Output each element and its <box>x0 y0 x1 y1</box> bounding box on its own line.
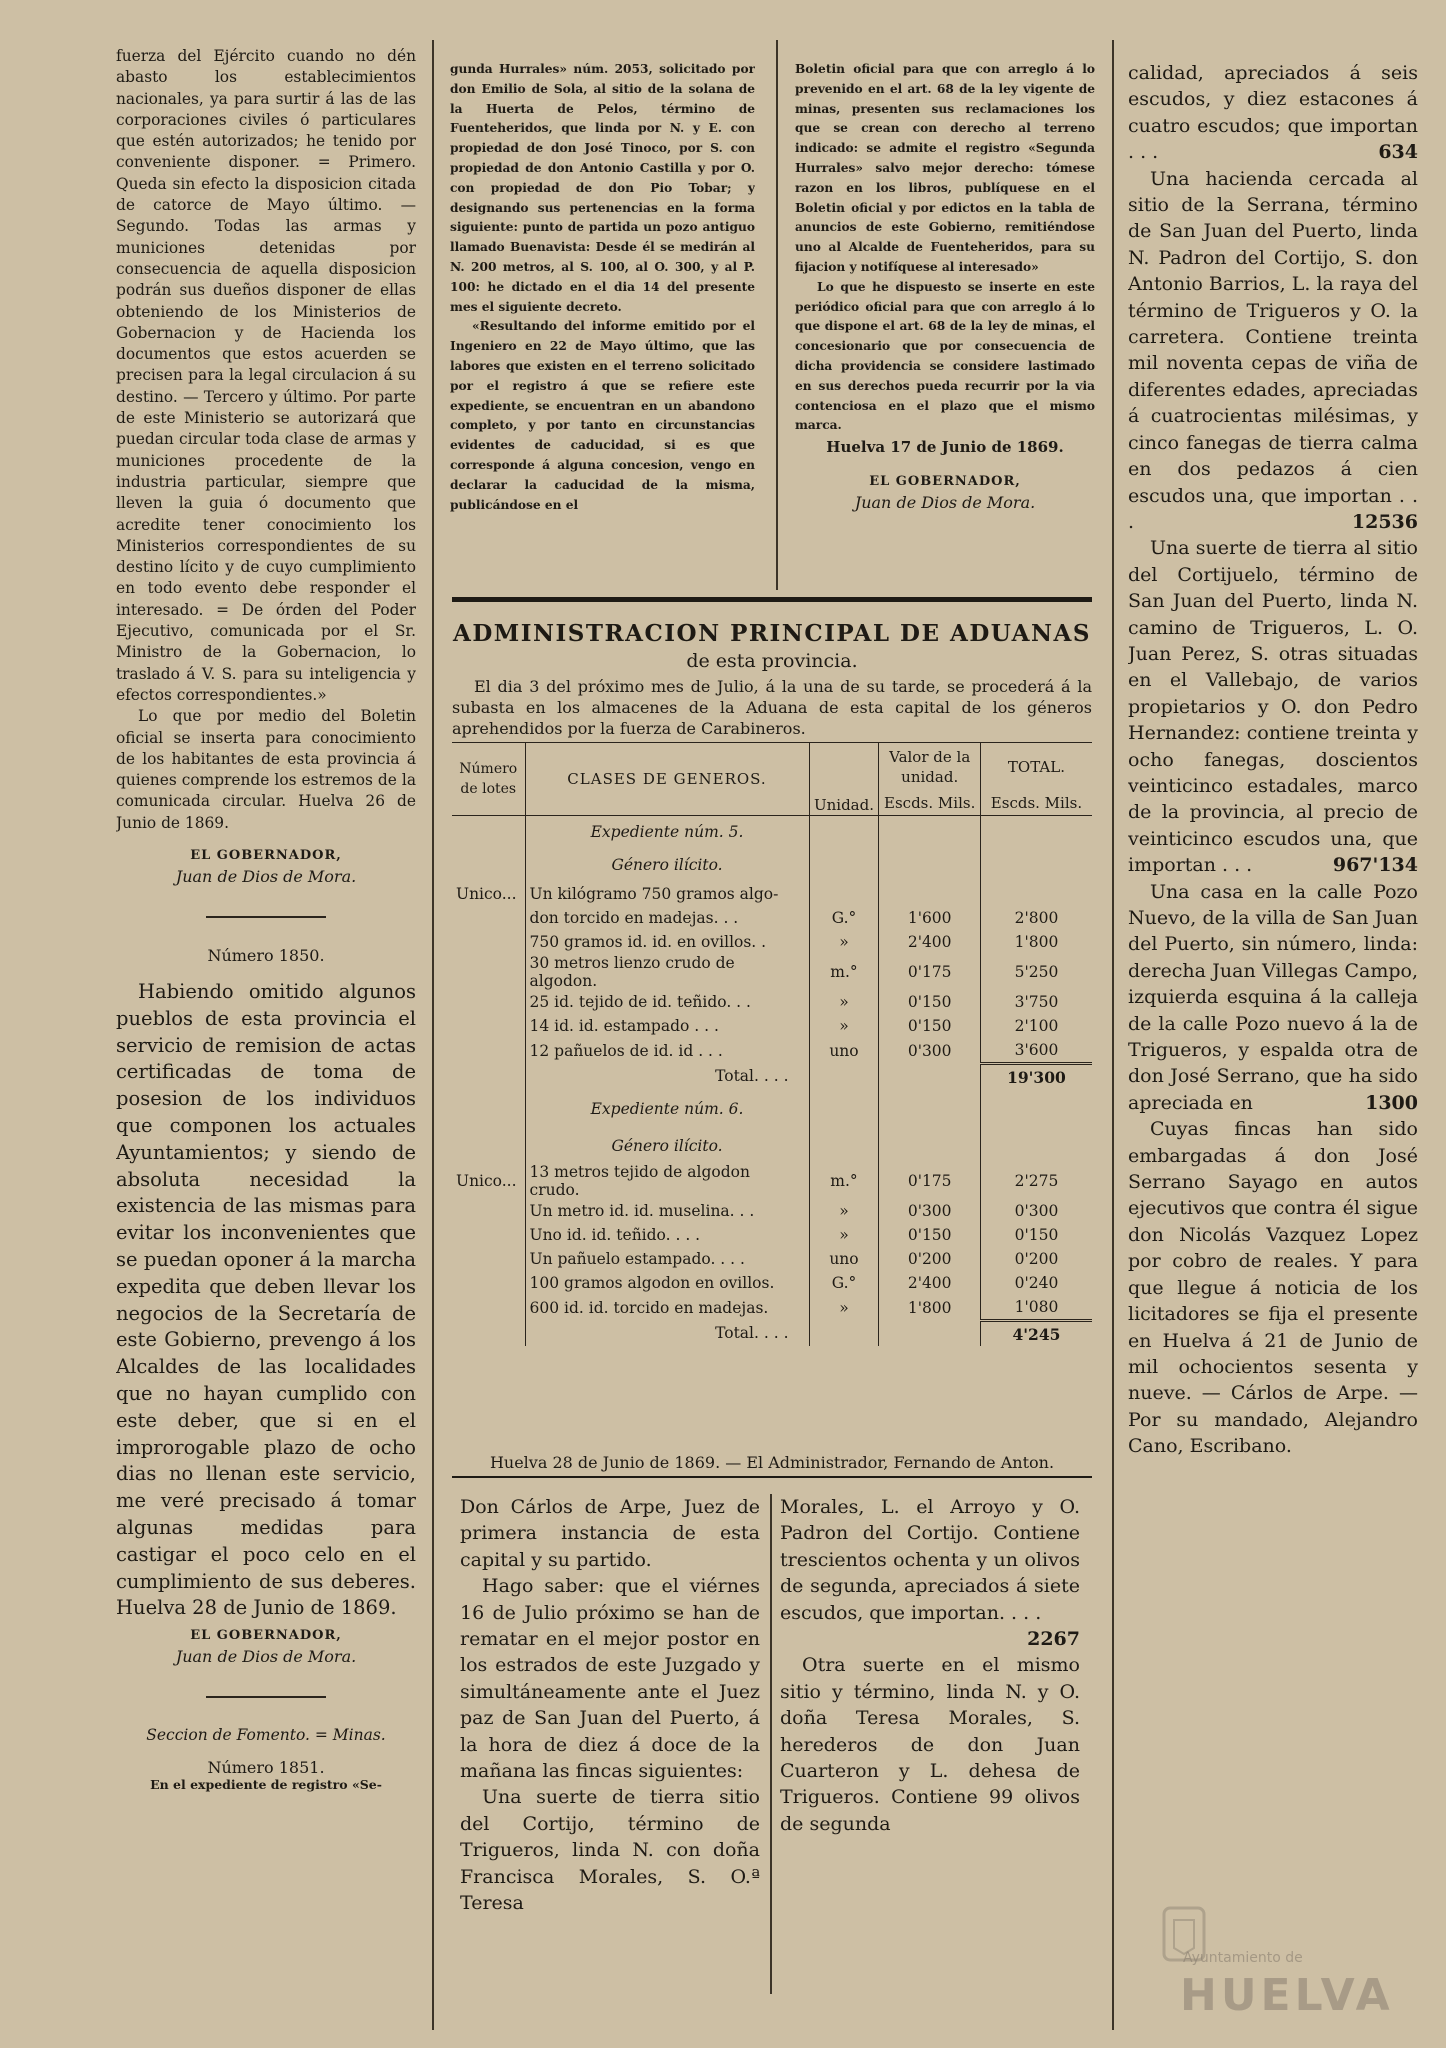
signature-name: Juan de Dios de Mora. <box>854 493 1036 513</box>
expediente-6-row <box>452 1271 1092 1295</box>
header-escudos: Escds. Mils. <box>980 791 1092 816</box>
signature-name: Juan de Dios de Mora. <box>175 1647 357 1667</box>
column-rule-2 <box>776 40 778 590</box>
col4-paragraph-4 <box>1128 879 1418 1117</box>
lot-cell: Unico... <box>456 1172 517 1190</box>
unit-value-cell: 0'150 <box>879 990 980 1014</box>
court-paragraph-2: Una suerte de tierra sitio del Cortijo, término de Trigueros, linda N. con doña Francisca Morales, S. O.ª Teresa <box>460 1786 760 1915</box>
expediente-5-row <box>452 1038 1092 1064</box>
customs-title: ADMINISTRACION PRINCIPAL DE ADUANAS <box>453 620 1091 647</box>
description-cell: 13 metros tejido de algodon crudo. <box>525 1163 809 1199</box>
section-heading: Seccion de Fomento. = Minas. <box>146 1726 386 1745</box>
unit-cell: » <box>809 930 879 954</box>
col2-paragraph-2: «Resultando del informe emitido por el Ingeniero en 22 de Mayo último, que las labores que existen en el terreno solicitado por el registro á que se refiere este expediente, se encuentran en un abandono completo, y por tanto en circunstancias evidentes de caducidad, si es que corresponde á alguna concesion, vengo en declarar la caducidad de la misma, publicándose en el <box>450 319 755 512</box>
expediente-6-row <box>452 1163 1092 1199</box>
court-notice-left <box>460 1494 760 1917</box>
header-lots: Número de lotes <box>452 743 525 816</box>
unit-value-cell: 0'300 <box>879 1038 980 1064</box>
expediente-6-title: Expediente núm. 6. <box>525 1089 809 1129</box>
unit-cell <box>809 882 879 906</box>
lot-cell <box>452 1295 525 1321</box>
unit-value-cell: 2'400 <box>879 1271 980 1295</box>
unit-value-cell: 1'600 <box>879 906 980 930</box>
description-cell: Un kilógramo 750 gramos algo- <box>525 882 809 906</box>
total-cell: 2'275 <box>980 1163 1092 1199</box>
unit-cell: G.° <box>809 1271 879 1295</box>
expediente-5-row <box>452 1014 1092 1038</box>
watermark-title: HUELVA <box>1180 1970 1394 2021</box>
lot-cell <box>452 1223 525 1247</box>
description-cell: 25 id. tejido de id. teñido. . . <box>525 990 809 1014</box>
col4-amount-4: 1300 <box>1365 1091 1418 1114</box>
notice-number: Número 1850. <box>207 945 325 965</box>
total-cell: 3'750 <box>980 990 1092 1014</box>
col4-text-2: Una hacienda cercada al sitio de la Serrana, término de San Juan del Puerto, linda N. Padron del Cortijo, S. don Antonio Barrios, L. la raya del término de Trigueros y O. la carretera. Contiene treinta mil noventa cepas de viña de diferentes edades, apreciadas á cuatrocientas milésimas, y cinco fanegas de tierra calma en dos pedazos á cien escudos una, que importan . . . <box>1128 167 1418 533</box>
total-cell <box>980 882 1092 906</box>
lot-cell: Unico... <box>456 885 517 903</box>
watermark-caption: Ayuntamiento de <box>1183 1950 1303 1966</box>
unit-cell: uno <box>809 1247 879 1271</box>
total-cell: 1'800 <box>980 930 1092 954</box>
unit-value-cell: 0'300 <box>879 1199 980 1223</box>
expediente-6-row <box>452 1247 1092 1271</box>
total-label: Total. . . . <box>525 1064 809 1090</box>
expediente-6-genre: Género ilícito. <box>525 1129 809 1163</box>
unit-cell: m.° <box>809 954 879 990</box>
unit-cell: uno <box>809 1038 879 1064</box>
description-cell: Un metro id. id. muselina. . . <box>525 1199 809 1223</box>
description-cell: 100 gramos algodon en ovillos. <box>525 1271 809 1295</box>
unit-value-cell: 2'400 <box>879 930 980 954</box>
header-unit-value: Valor de la unidad. <box>879 743 980 792</box>
unit-value-cell <box>879 882 980 906</box>
total-label: Total. . . . <box>525 1321 809 1347</box>
expediente-6-row <box>452 1223 1092 1247</box>
court-header: Don Cárlos de Arpe, Juez de primera instancia de esta capital y su partido. <box>460 1496 760 1571</box>
total-cell: 1'080 <box>980 1295 1092 1321</box>
description-cell: 750 gramos id. id. en ovillos. . <box>525 930 809 954</box>
col2-paragraph-1: gunda Hurrales» núm. 2053, solicitado por don Emilio de Sola, al sitio de la solana de la Huerta de Pelos, término de Fuenteheridos, que linda por N. y E. con propiedad de don José Tinoco, por S. con propiedad de don Antonio Castilla y por O. con propiedad de don Pio Tobar; y designando sus pertenencias en la forma siguiente: punto de partida un pozo antiguo llamado Buenavista: Desde él se medirán al N. 200 metros, al S. 100, al O. 300, y al P. 100: he dictado en el dia 14 del presente mes el siguiente decreto. <box>450 62 755 314</box>
header-escudos: Escds. Mils. <box>879 791 980 816</box>
total-cell: 0'150 <box>980 1223 1092 1247</box>
total-cell: 0'200 <box>980 1247 1092 1271</box>
column-4 <box>1128 60 1418 1460</box>
expediente-5-row <box>452 930 1092 954</box>
separator <box>206 916 326 918</box>
total-cell: 0'240 <box>980 1271 1092 1295</box>
separator <box>206 1696 326 1698</box>
expediente-5-row <box>452 882 1092 906</box>
col4-text-4: Una casa en la calle Pozo Nuevo, de la villa de San Juan del Puerto, sin número, linda: derecha Juan Villegas Campo, izquierda esquina á la calleja de la calle Pozo nuevo á la de Trigueros, y espalda otra de don José Serrano, que ha sido apreciada en <box>1128 880 1418 1114</box>
total-cell: 0'300 <box>980 1199 1092 1223</box>
lot-cell <box>452 930 525 954</box>
column-rule-1 <box>432 40 434 2030</box>
unit-cell: » <box>809 1223 879 1247</box>
expediente-5-total: 19'300 <box>980 1064 1092 1090</box>
customs-intro: El dia 3 del próximo mes de Julio, á la una de su tarde, se procederá á la subasta en los almacenes de la Aduana de esta capital de los géneros aprehendidos por la fuerza de Carabineros. <box>452 677 1092 738</box>
header-total: TOTAL. <box>980 743 1092 792</box>
customs-subtitle: de esta provincia. <box>686 650 858 672</box>
total-cell: 5'250 <box>980 954 1092 990</box>
description-cell: 12 pañuelos de id. id . . . <box>525 1038 809 1064</box>
customs-footer: Huelva 28 de Junio de 1869. — El Administrador, Fernando de Anton. <box>489 1453 1055 1472</box>
court-notice-right <box>780 1494 1080 1837</box>
col4-text-3: Una suerte de tierra al sitio del Cortijuelo, término de San Juan del Puerto, linda N. camino de Trigueros, L. O. Juan Perez, S. otras situadas en el Vallebajo, de varios propietarios y O. don Pedro Hernandez: contiene treinta y ocho fanegas, doscientos veinticinco estadales, marco de la provincia, al precio de veinticinco escudos una, que importan . . . <box>1128 537 1418 877</box>
description-cell: 30 metros lienzo crudo de algodon. <box>525 954 809 990</box>
col4-text-1: calidad, apreciados á seis escudos, y diez estacones á cuatro escudos; que importan . . . <box>1128 62 1418 164</box>
total-cell: 2'800 <box>980 906 1092 930</box>
expediente-6-row <box>452 1295 1092 1321</box>
court-right-paragraph-1 <box>780 1494 1080 1651</box>
col4-paragraph-1 <box>1128 60 1418 166</box>
court-paragraph-1: Hago saber: que el viérnes 16 de Julio próximo se han de rematar en el mejor postor en los estrados de este Juzgado y simultáneamente ante el Juez paz de San Juan del Puerto, á la hora de diez á doce de la mañana las fincas siguientes: <box>460 1575 760 1783</box>
unit-value-cell: 0'175 <box>879 1163 980 1199</box>
signature-name: Juan de Dios de Mora. <box>175 866 357 886</box>
lot-cell <box>452 1199 525 1223</box>
lot-cell <box>452 1271 525 1295</box>
court-right-text-1: Morales, L. el Arroyo y O. Padron del Cortijo. Contiene trescientos ochenta y un olivos de segunda, apreciados á siete escudos, que importan. . . . <box>780 1496 1080 1624</box>
column-rule-3 <box>1112 40 1114 2030</box>
unit-value-cell: 0'200 <box>879 1247 980 1271</box>
col3-paragraph-2: Lo que he dispuesto se inserte en este periódico oficial para que con arreglo á lo que dispone el art. 68 de la ley de minas, el concesionario que por consecuencia de dicha providencia se considere lastimado en sus derechos pueda recurrir por la via contenciosa en el plazo que el mismo marca. <box>795 279 1095 433</box>
court-right-amount-1: 2267 <box>1027 1628 1080 1651</box>
unit-cell: G.° <box>809 906 879 930</box>
col4-amount-3: 967'134 <box>1332 854 1418 877</box>
lot-cell <box>452 1038 525 1064</box>
unit-value-cell: 0'150 <box>879 1223 980 1247</box>
signature-title: EL GOBERNADOR, <box>190 847 342 863</box>
col4-paragraph-2 <box>1128 166 1418 536</box>
col4-amount-2: 12536 <box>1351 510 1418 533</box>
expediente-5-row <box>452 954 1092 990</box>
lot-cell <box>452 906 525 930</box>
expediente-6-total: 4'245 <box>980 1321 1092 1347</box>
total-cell: 3'600 <box>980 1038 1092 1064</box>
unit-value-cell: 1'800 <box>879 1295 980 1321</box>
expediente-5-genre: Género ilícito. <box>525 848 809 882</box>
expediente-5-row <box>452 906 1092 930</box>
col1-paragraph-1: fuerza del Ejército cuando no dén abasto los establecimientos nacionales, ya para surtir á las de las corporaciones civiles ó particulares que estén autorizados; he tenido por conveniente disponer. = Primero. Queda sin efecto la disposicion citada de catorce de Mayo último. — Segundo. Todas las armas y municiones detenidas por consecuencia de aquella disposicion podrán sus dueños disponer de ellas obteniendo de los Ministerios de Gobernacion y de Hacienda los documentos que estos acuerden se precisen para la legal circulacion á su destino. — Tercero y último. Por parte de este Ministerio se autorizará que puedan circular toda clase de armas y municiones procedente de la industria particular, siempre que lleven la guia ó documento que acredite tener conocimiento los Ministerios correspondientes de su destino lícito y de cuyo cumplimiento en todo evento debe responder el interesado. = De órden del Poder Ejecutivo, comunicada por el Sr. Ministro de la Gobernacion, lo traslado á V. S. para su inteligencia y efectos correspondientes.» <box>116 47 416 704</box>
column-2 <box>450 60 755 595</box>
col4-amount-1: 634 <box>1378 141 1418 164</box>
unit-value-cell: 0'150 <box>879 1014 980 1038</box>
signature-title: EL GOBERNADOR, <box>869 474 1021 490</box>
section-rule <box>452 1476 1092 1478</box>
unit-cell: » <box>809 1295 879 1321</box>
col3-date: Huelva 17 de Junio de 1869. <box>826 438 1064 457</box>
unit-cell: m.° <box>809 1163 879 1199</box>
expediente-5-row <box>452 990 1092 1014</box>
goods-table <box>452 742 1092 1346</box>
lot-cell <box>452 1247 525 1271</box>
description-cell: Uno id. id. teñido. . . . <box>525 1223 809 1247</box>
lot-cell <box>452 954 525 990</box>
col1-paragraph-4: En el expediente de registro «Se- <box>150 1777 382 1793</box>
total-cell: 2'100 <box>980 1014 1092 1038</box>
col1-paragraph-3: Habiendo omitido algunos pueblos de esta provincia el servicio de remision de actas certificadas de toma de posesion de los individuos que componen los actuales Ayuntamientos; y siendo de absoluta necesidad la existencia de las mismas para evitar los inconvenientes que se puedan oponer á la marcha expedita que deben llevar los negocios de la Secretaría de este Gobierno, prevengo á los Alcaldes de las localidades que no hayan cumplido con este deber, que si en el improrogable plazo de ocho dias no llenan este servicio, me veré precisado á tomar algunas medidas para castigar el poco celo en el cumplimiento de sus deberes. Huelva 28 de Junio de 1869. <box>116 979 416 1620</box>
notice-number: Número 1851. <box>207 1758 325 1778</box>
col4-paragraph-3 <box>1128 535 1418 878</box>
section-rule <box>452 597 1092 602</box>
column-rule-4 <box>770 1494 772 1994</box>
column-1 <box>116 46 416 1792</box>
expediente-6-row <box>452 1199 1092 1223</box>
description-cell: Un pañuelo estampado. . . . <box>525 1247 809 1271</box>
description-cell: don torcido en madejas. . . <box>525 906 809 930</box>
col1-paragraph-2: Lo que por medio del Boletin oficial se inserta para conocimiento de los habitantes de esta provincia á quienes comprende los estremos de la comunicada circular. Huelva 26 de Junio de 1869. <box>116 707 416 832</box>
lot-cell <box>452 990 525 1014</box>
expediente-5-title: Expediente núm. 5. <box>525 816 809 849</box>
column-3 <box>795 60 1095 595</box>
unit-value-cell: 0'175 <box>879 954 980 990</box>
description-cell: 14 id. id. estampado . . . <box>525 1014 809 1038</box>
unit-cell: » <box>809 990 879 1014</box>
signature-title: EL GOBERNADOR, <box>190 1628 342 1644</box>
unit-cell: » <box>809 1014 879 1038</box>
col3-paragraph-1: Boletin oficial para que con arreglo á lo prevenido en el art. 68 de la ley vigente de minas, presenten sus reclamaciones los que se crean con derecho al terreno indicado: se admite el registro «Segunda Hurrales» salvo mejor derecho: tómese razon en los libros, publíquese en el Boletin oficial y por edictos en la tabla de anuncios de este Gobierno, remitiéndose uno al Alcalde de Fuenteheridos, para su fijacion y notifíquese al interesado» <box>795 62 1095 274</box>
header-classes: CLASES DE GENEROS. <box>525 743 809 816</box>
col4-paragraph-5: Cuyas fincas han sido embargadas á don José Serrano Sayago en autos ejecutivos que contra él sigue don Nicolás Vazquez Lopez por cobro de reales. Y para que llegue á noticia de los licitadores se fija el presente en Huelva á 21 de Junio de mil ochocientos sesenta y nueve. — Cárlos de Arpe. — Por su mandado, Alejandro Cano, Escribano. <box>1128 1118 1418 1458</box>
header-unit: Unidad. <box>809 743 879 816</box>
lot-cell <box>452 1014 525 1038</box>
description-cell: 600 id. id. torcido en madejas. <box>525 1295 809 1321</box>
unit-cell: » <box>809 1199 879 1223</box>
court-right-paragraph-2: Otra suerte en el mismo sitio y término, linda N. y O. doña Teresa Morales, S. herederos de don Juan Cuarteron y L. dehesa de Trigueros. Contiene 99 olivos de segunda <box>780 1654 1080 1835</box>
